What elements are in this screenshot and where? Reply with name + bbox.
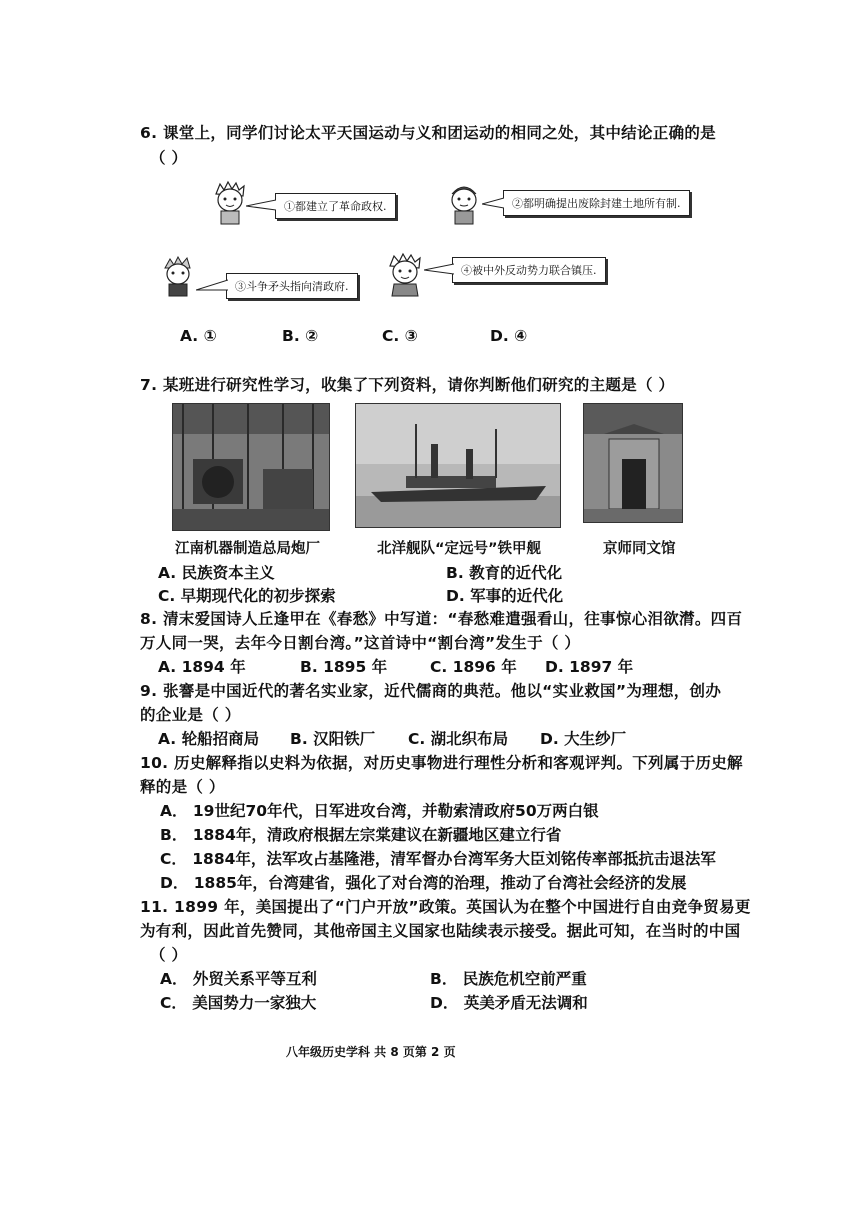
q9-option-c: C. 湖北织布局	[408, 730, 509, 748]
q7-stem: 7. 某班进行研究性学习，收集了下列资料，请你判断他们研究的主题是（ ）	[140, 376, 675, 394]
bubble-pointer-icon	[196, 278, 228, 294]
tongwen-guan-photo	[583, 403, 683, 523]
q10-option-d: D． 1885年，台湾建省，强化了对台湾的治理，推动了台湾社会经济的发展	[160, 874, 687, 892]
speech-bubble-4: ④被中外反动势力联合镇压.	[452, 257, 606, 283]
q8-option-b: B. 1895 年	[300, 658, 388, 676]
photo-caption-3: 京师同文馆	[603, 541, 676, 557]
q10-option-c: C． 1884年，法军攻占基隆港，清军督办台湾军务大臣刘铭传率部抵抗击退法军	[160, 850, 716, 868]
dingyuan-battleship-photo	[355, 403, 561, 528]
photo-caption-2: 北洋舰队“定远号”铁甲舰	[377, 541, 542, 557]
bubble-pointer-icon	[482, 196, 504, 210]
speech-bubble-2: ②都明确提出废除封建土地所有制.	[503, 190, 690, 216]
q7-option-b: B. 教育的近代化	[446, 564, 563, 582]
q6-option-a: A. ①	[180, 327, 217, 345]
q9-option-a: A. 轮船招商局	[158, 730, 260, 748]
bubble-pointer-icon	[246, 198, 276, 212]
q8-option-a: A. 1894 年	[158, 658, 246, 676]
q6-option-d: D. ④	[490, 327, 528, 345]
student-avatar-icon	[160, 256, 196, 298]
q11-stem-line2: 为有利，因此首先赞同，其他帝国主义国家也陆续表示接受。据此可知，在当时的中国	[140, 922, 741, 940]
q8-stem-line1: 8. 清末爱国诗人丘逢甲在《春愁》中写道：“春愁难遣强看山，往事惊心泪欲潸。四百	[140, 610, 743, 628]
q11-option-a: A． 外贸关系平等互利	[160, 970, 317, 988]
q10-stem-line2: 释的是（ ）	[140, 778, 225, 796]
q6-answer-paren: （ ）	[150, 149, 188, 167]
student-avatar-icon	[386, 252, 424, 298]
speech-bubble-1: ①都建立了革命政权.	[275, 193, 396, 219]
q11-option-c: C． 美国势力一家独大	[160, 994, 317, 1012]
page-footer: 八年级历史学科 共 8 页第 2 页	[286, 1045, 456, 1059]
q11-stem-line3: （ ）	[150, 946, 188, 964]
q6-stem: 6. 课堂上，同学们讨论太平天国运动与义和团运动的相同之处，其中结论正确的是	[140, 124, 716, 142]
q11-stem-line1: 11. 1899 年，美国提出了“门户开放”政策。英国认为在整个中国进行自由竞争贸易更	[140, 898, 751, 916]
q8-stem-line2: 万人同一哭，去年今日割台湾。”这首诗中“割台湾”发生于（ ）	[140, 634, 581, 652]
student-avatar-icon	[212, 180, 248, 226]
jiangnan-arsenal-photo	[172, 403, 330, 531]
q10-option-a: A． 19世纪70年代，日军进攻台湾，并勒索清政府50万两白银	[160, 802, 599, 820]
q6-option-c: C. ③	[382, 327, 418, 345]
q11-option-b: B． 民族危机空前严重	[430, 970, 587, 988]
q9-stem-line2: 的企业是（ ）	[140, 706, 241, 724]
q6-option-b: B. ②	[282, 327, 319, 345]
q7-option-a: A. 民族资本主义	[158, 564, 275, 582]
q7-option-d: D. 军事的近代化	[446, 587, 564, 605]
q9-option-b: B. 汉阳铁厂	[290, 730, 376, 748]
q7-option-c: C. 早期现代化的初步探索	[158, 587, 336, 605]
bubble-pointer-icon	[424, 262, 454, 276]
q9-stem-line1: 9. 张謇是中国近代的著名实业家，近代儒商的典范。他以“实业救国”为理想，创办	[140, 682, 722, 700]
photo-caption-1: 江南机器制造总局炮厂	[175, 541, 320, 557]
q10-stem-line1: 10. 历史解释指以史料为依据，对历史事物进行理性分析和客观评判。下列属于历史解	[140, 754, 743, 772]
student-avatar-icon	[446, 180, 482, 226]
q11-option-d: D． 英美矛盾无法调和	[430, 994, 588, 1012]
q9-option-d: D. 大生纱厂	[540, 730, 627, 748]
q10-option-b: B． 1884年，清政府根据左宗棠建议在新疆地区建立行省	[160, 826, 562, 844]
speech-bubble-3: ③斗争矛头指向清政府.	[226, 273, 358, 299]
q8-option-d: D. 1897 年	[545, 658, 634, 676]
q8-option-c: C. 1896 年	[430, 658, 517, 676]
